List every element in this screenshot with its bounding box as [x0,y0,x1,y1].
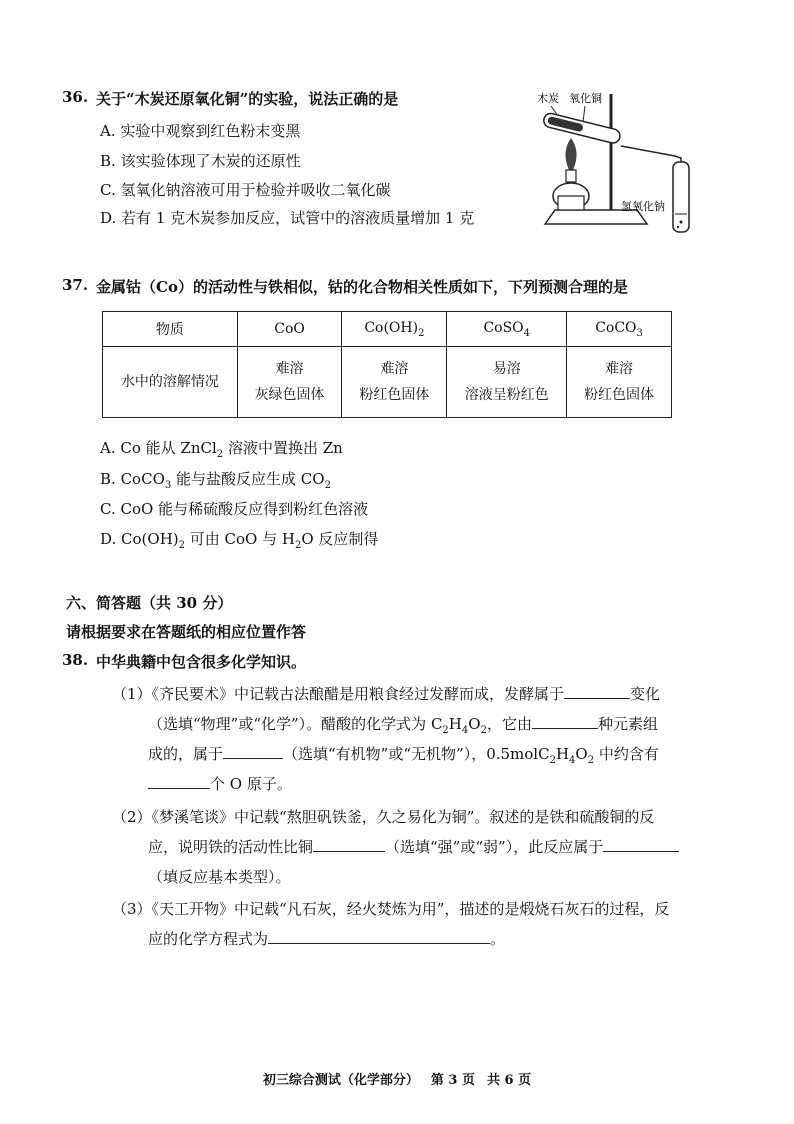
answer-blank-2[interactable] [532,728,598,729]
header-substance: 物质 [103,312,238,347]
row-label: 水中的溶解情况 [103,347,238,418]
q38-part1-line3: 成的，属于 （选填“有机物”或“无机物”），$0.5molC_2H_4O_2$ 中约含有 [148,745,659,766]
section-title: 六、简答题（共 30 分） [66,594,233,612]
table-header-row [103,312,672,347]
answer-blank-5[interactable] [313,851,385,852]
q38-part1-line4: 个 O 原子。 [148,773,292,794]
q38-part2-line3: （填反应基本类型）。 [148,868,291,886]
cell-cooh2: 难溶 粉红色固体 [342,347,447,418]
q37-stem: 金属钴（Co）的活动性与铁相似，钴的化合物相关性质如下，下列预测合理的是 [96,278,628,296]
cell-coco3: 难溶 粉红色固体 [567,347,672,418]
page-footer: 初三综合测试（化学部分） 第 3 页 共 6 页 [262,1073,532,1088]
q36-option-d: D. 若有 1 克木炭参加反应，试管中的溶液质量增加 1 克 [100,209,475,227]
q37-number: 37. [62,276,89,294]
answer-blank-3[interactable] [223,758,283,759]
label-naoh: 氢氧化钠 [621,200,665,213]
q37-option-a: A. Co 能从 ZnCl$_2$ 溶液中置换出 Zn [100,439,343,460]
answer-blank-1[interactable] [564,698,630,699]
q38-part1-line2: （选填“物理”或“化学”）。醋酸的化学式为 $C_2H_4O_2$，它由 种元素组 [148,715,658,736]
carbon-reduction-apparatus-figure [525,86,715,236]
q38-part3-line2: 应的化学方程式为 。 [148,930,506,948]
q38-part3-line1: （3）《天工开物》中记载“凡石灰，经火焚炼为用”，描述的是煅烧石灰石的过程，反 [112,900,670,918]
q38-part1-line1: （1）《齐民要术》中记载古法酿醋是用粮食经过发酵而成，发酵属于 变化 [112,685,661,703]
header-coco3: CoCO$_3$ [567,312,672,347]
header-cooh2: $Co(OH)_2$ [342,312,447,347]
answer-blank-4[interactable] [148,788,210,789]
answer-blank-7[interactable] [268,943,490,944]
q38-part2-line2: 应，说明铁的活动性比铜 （选填“强”或“弱”），此反应属于 [148,836,679,857]
q36-number: 36. [62,88,89,106]
header-coso4: CoSO$_4$ [447,312,567,347]
cell-coso4: 易溶 溶液呈粉红色 [447,347,567,418]
q38-number: 38. [62,651,89,669]
q37-option-d: D. $Co(OH)_2$ 可由 CoO 与 $H_2O$ 反应制得 [100,530,379,551]
q36-option-a: A. 实验中观察到红色粉末变黑 [100,122,301,140]
label-carbon: 木炭 [537,92,559,105]
q36-option-c: C. 氢氧化钠溶液可用于检验并吸收二氧化碳 [100,181,391,199]
q36-stem: 关于“木炭还原氧化铜”的实验，说法正确的是 [96,90,399,108]
q38-stem: 中华典籍中包含很多化学知识。 [96,653,307,671]
cobalt-properties-table [102,311,672,418]
q36-option-b: B. 该实验体现了木炭的还原性 [100,152,301,170]
answer-blank-6[interactable] [603,851,679,852]
label-copper-oxide: 氧化铜 [569,92,602,105]
q37-option-c: C. CoO 能与稀硫酸反应得到粉红色溶液 [100,500,369,518]
section-instruction: 请根据要求在答题纸的相应位置作答 [66,623,307,641]
q37-option-b: B. CoCO$_3$ 能与盐酸反应生成 $CO_2$ [100,470,331,491]
q38-part2-line1: （2）《梦溪笔谈》中记载“熬胆矾铁釜，久之易化为铜”。叙述的是铁和硫酸铜的反 [112,808,655,826]
header-coo: CoO [237,312,342,347]
cell-coo: 难溶 灰绿色固体 [237,347,342,418]
table-row-solubility [103,347,672,418]
